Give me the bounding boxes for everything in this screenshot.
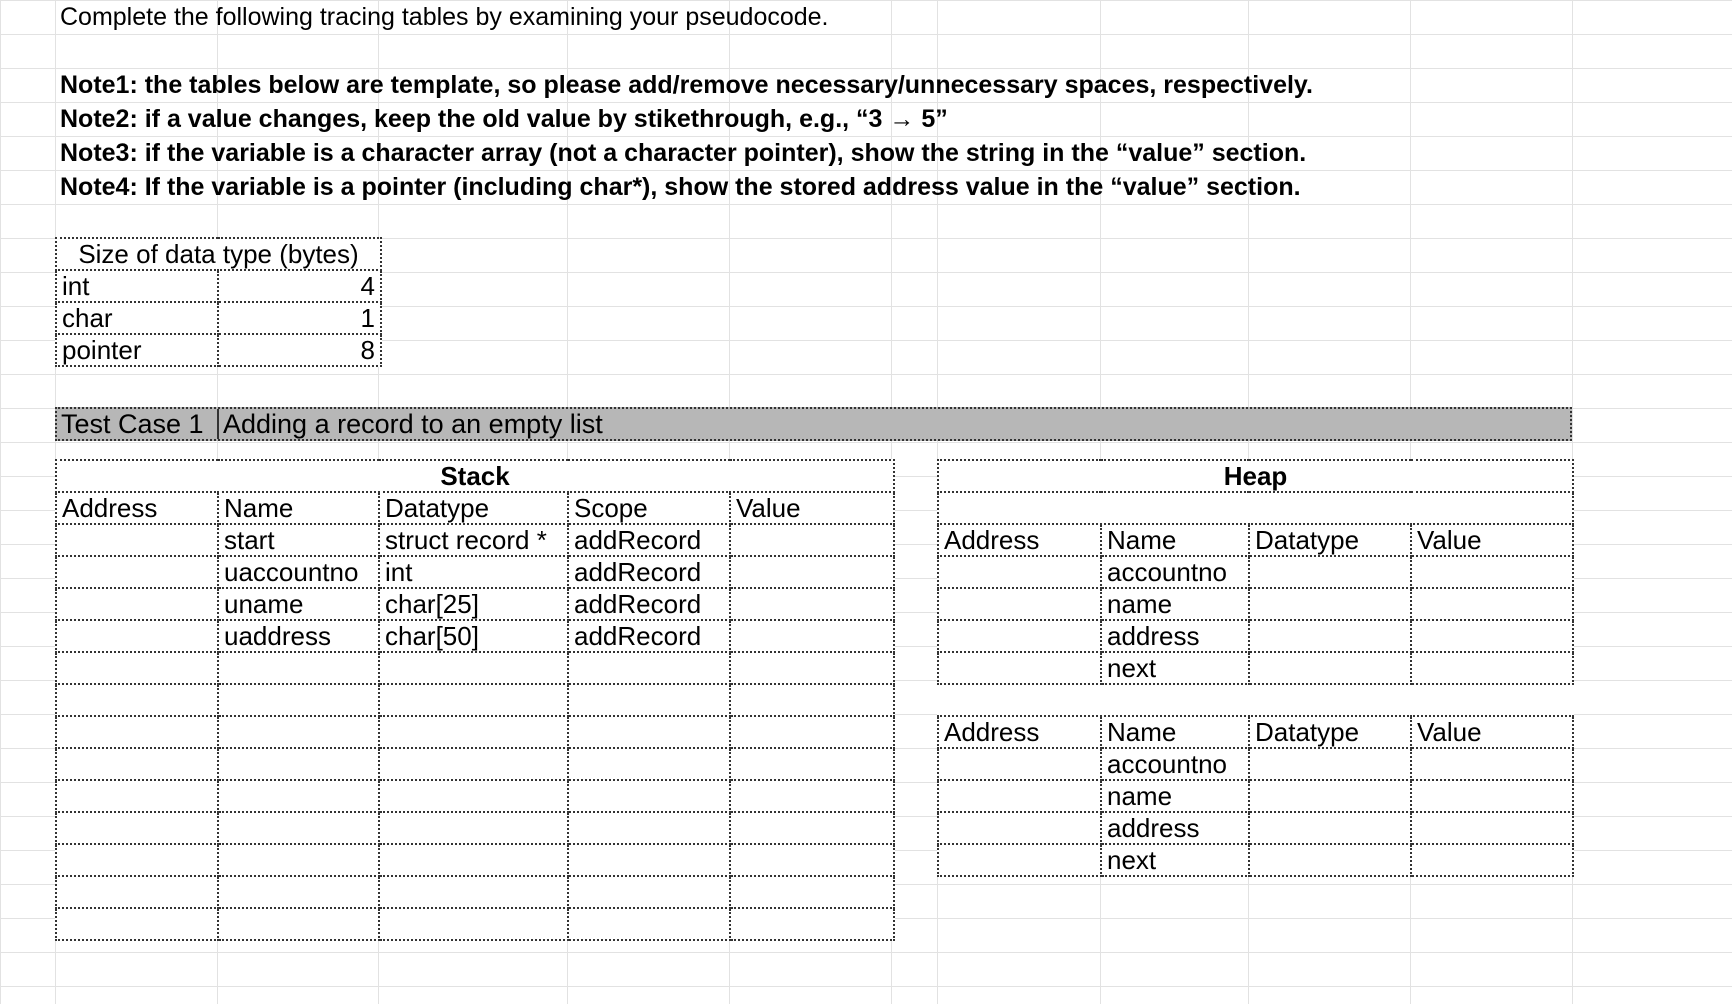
heap-cell-value[interactable] xyxy=(1411,844,1573,876)
size-table xyxy=(55,237,382,367)
heap-cell-datatype[interactable] xyxy=(1249,748,1411,780)
heap-cell-address[interactable] xyxy=(938,620,1101,652)
heap-cell-value[interactable] xyxy=(1411,588,1573,620)
heap-spacer-row xyxy=(938,492,1573,524)
stack-empty-cell[interactable] xyxy=(379,812,568,844)
stack-empty-row xyxy=(56,844,894,876)
size-table-title: Size of data type (bytes) xyxy=(56,238,381,270)
heap-table xyxy=(937,459,1574,877)
column-header: Datatype xyxy=(379,492,568,524)
stack-empty-cell[interactable] xyxy=(218,812,379,844)
note-1: Note1: the tables below are template, so please add/remove necessary/unnecessary spaces, respectively. xyxy=(60,71,1313,99)
stack-empty-cell[interactable] xyxy=(730,652,894,684)
stack-cell-value[interactable] xyxy=(730,556,894,588)
stack-empty-cell[interactable] xyxy=(568,908,730,940)
heap-cell-name[interactable]: next xyxy=(1101,652,1249,684)
stack-empty-cell[interactable] xyxy=(568,684,730,716)
stack-empty-cell[interactable] xyxy=(379,652,568,684)
stack-empty-cell[interactable] xyxy=(379,844,568,876)
stack-cell-datatype[interactable]: char[25] xyxy=(379,588,568,620)
heap-row xyxy=(938,652,1573,684)
stack-empty-cell[interactable] xyxy=(56,812,218,844)
stack-cell-name[interactable]: uaddress xyxy=(218,620,379,652)
stack-empty-cell[interactable] xyxy=(568,748,730,780)
heap-cell-address[interactable] xyxy=(938,588,1101,620)
stack-empty-cell[interactable] xyxy=(218,844,379,876)
test-case-label[interactable]: Test Case 1 xyxy=(61,409,204,439)
note-2: Note2: if a value changes, keep the old value by stikethrough, e.g., “3 → 5” xyxy=(60,105,948,133)
stack-empty-cell[interactable] xyxy=(56,748,218,780)
stack-cell-address[interactable] xyxy=(56,556,218,588)
heap-cell-value[interactable] xyxy=(1411,748,1573,780)
stack-empty-cell[interactable] xyxy=(218,780,379,812)
stack-empty-row xyxy=(56,780,894,812)
column-header: Datatype xyxy=(1249,716,1411,748)
stack-empty-cell[interactable] xyxy=(379,780,568,812)
heap-row xyxy=(938,556,1573,588)
heap-cell-datatype[interactable] xyxy=(1249,620,1411,652)
heap-header-row xyxy=(938,716,1573,748)
stack-empty-row xyxy=(56,652,894,684)
stack-empty-cell[interactable] xyxy=(218,716,379,748)
heap-cell-value[interactable] xyxy=(1411,780,1573,812)
stack-empty-cell[interactable] xyxy=(218,684,379,716)
heap-cell-name[interactable]: address xyxy=(1101,620,1249,652)
size-bytes[interactable]: 4 xyxy=(218,270,381,302)
stack-empty-cell[interactable] xyxy=(379,748,568,780)
stack-empty-cell[interactable] xyxy=(379,908,568,940)
heap-cell-name[interactable]: name xyxy=(1101,588,1249,620)
size-row-int xyxy=(56,270,381,302)
stack-empty-cell[interactable] xyxy=(218,748,379,780)
stack-empty-cell[interactable] xyxy=(568,876,730,908)
test-case-description[interactable]: Adding a record to an empty list xyxy=(223,409,603,439)
heap-cell-value[interactable] xyxy=(1411,812,1573,844)
column-header: Name xyxy=(1101,716,1249,748)
stack-cell-datatype[interactable]: int xyxy=(379,556,568,588)
heap-cell-address[interactable] xyxy=(938,812,1101,844)
stack-cell-scope[interactable]: addRecord xyxy=(568,524,730,556)
test-case-bar xyxy=(55,407,1572,441)
heap-row xyxy=(938,812,1573,844)
stack-cell-address[interactable] xyxy=(56,588,218,620)
heap-cell-datatype[interactable] xyxy=(1249,780,1411,812)
column-header: Name xyxy=(1101,524,1249,556)
stack-cell-scope[interactable]: addRecord xyxy=(568,620,730,652)
size-row-char xyxy=(56,302,381,334)
column-header: Address xyxy=(56,492,218,524)
stack-empty-cell[interactable] xyxy=(568,812,730,844)
stack-empty-cell[interactable] xyxy=(730,780,894,812)
stack-empty-cell[interactable] xyxy=(730,908,894,940)
size-type[interactable]: int xyxy=(56,270,218,302)
stack-cell-address[interactable] xyxy=(56,524,218,556)
stack-empty-cell[interactable] xyxy=(56,844,218,876)
stack-empty-row xyxy=(56,876,894,908)
test-case-divider xyxy=(217,409,219,439)
heap-row xyxy=(938,620,1573,652)
heap-title: Heap xyxy=(938,460,1573,492)
size-type[interactable]: pointer xyxy=(56,334,218,366)
stack-empty-row xyxy=(56,812,894,844)
stack-empty-cell[interactable] xyxy=(218,908,379,940)
heap-gap-row xyxy=(938,684,1573,716)
heap-cell-datatype[interactable] xyxy=(1249,556,1411,588)
heap-cell-address[interactable] xyxy=(938,844,1101,876)
stack-empty-cell[interactable] xyxy=(568,844,730,876)
stack-cell-datatype[interactable]: struct record * xyxy=(379,524,568,556)
stack-cell-name[interactable]: uaccountno xyxy=(218,556,379,588)
size-bytes[interactable]: 1 xyxy=(218,302,381,334)
size-bytes[interactable]: 8 xyxy=(218,334,381,366)
stack-cell-datatype[interactable]: char[50] xyxy=(379,620,568,652)
heap-row xyxy=(938,780,1573,812)
stack-empty-cell[interactable] xyxy=(218,652,379,684)
heap-cell-datatype[interactable] xyxy=(1249,812,1411,844)
heap-gap-cell[interactable] xyxy=(938,684,1573,716)
heap-cell-name[interactable]: name xyxy=(1101,780,1249,812)
stack-row xyxy=(56,620,894,652)
stack-empty-cell[interactable] xyxy=(730,748,894,780)
heap-cell-datatype[interactable] xyxy=(1249,652,1411,684)
stack-empty-cell[interactable] xyxy=(730,876,894,908)
stack-cell-name[interactable]: start xyxy=(218,524,379,556)
column-header: Value xyxy=(1411,716,1573,748)
stack-title: Stack xyxy=(56,460,894,492)
stack-empty-cell[interactable] xyxy=(56,780,218,812)
heap-cell-name[interactable]: accountno xyxy=(1101,748,1249,780)
instruction-text: Complete the following tracing tables by examining your pseudocode. xyxy=(60,3,829,31)
stack-empty-row xyxy=(56,908,894,940)
stack-row xyxy=(56,524,894,556)
column-header: Value xyxy=(730,492,894,524)
heap-spacer-cell[interactable] xyxy=(938,492,1573,524)
stack-empty-cell[interactable] xyxy=(730,684,894,716)
column-header: Name xyxy=(218,492,379,524)
stack-header-row xyxy=(56,492,894,524)
stack-row xyxy=(56,556,894,588)
stack-cell-value[interactable] xyxy=(730,620,894,652)
stack-empty-cell[interactable] xyxy=(379,684,568,716)
heap-cell-name[interactable]: accountno xyxy=(1101,556,1249,588)
stack-empty-cell[interactable] xyxy=(56,684,218,716)
stack-empty-row xyxy=(56,684,894,716)
heap-row xyxy=(938,588,1573,620)
heap-row xyxy=(938,748,1573,780)
heap-cell-name[interactable]: address xyxy=(1101,812,1249,844)
column-header: Address xyxy=(938,524,1101,556)
column-header: Scope xyxy=(568,492,730,524)
heap-cell-address[interactable] xyxy=(938,748,1101,780)
stack-empty-cell[interactable] xyxy=(379,716,568,748)
stack-cell-scope[interactable]: addRecord xyxy=(568,588,730,620)
note-4: Note4: If the variable is a pointer (including char*), show the stored address value in the “value” section. xyxy=(60,173,1301,201)
stack-empty-cell[interactable] xyxy=(730,716,894,748)
column-header: Address xyxy=(938,716,1101,748)
size-row-pointer xyxy=(56,334,381,366)
stack-empty-cell[interactable] xyxy=(730,844,894,876)
heap-cell-address[interactable] xyxy=(938,780,1101,812)
stack-cell-address[interactable] xyxy=(56,620,218,652)
size-type[interactable]: char xyxy=(56,302,218,334)
stack-empty-cell[interactable] xyxy=(218,876,379,908)
stack-empty-cell[interactable] xyxy=(568,780,730,812)
heap-cell-address[interactable] xyxy=(938,652,1101,684)
stack-cell-name[interactable]: uname xyxy=(218,588,379,620)
column-header: Datatype xyxy=(1249,524,1411,556)
heap-cell-datatype[interactable] xyxy=(1249,844,1411,876)
stack-empty-cell[interactable] xyxy=(56,876,218,908)
stack-row xyxy=(56,588,894,620)
heap-cell-address[interactable] xyxy=(938,556,1101,588)
stack-cell-scope[interactable]: addRecord xyxy=(568,556,730,588)
stack-empty-row xyxy=(56,748,894,780)
stack-empty-cell[interactable] xyxy=(730,812,894,844)
stack-empty-cell[interactable] xyxy=(568,716,730,748)
stack-table xyxy=(55,459,895,941)
heap-cell-value[interactable] xyxy=(1411,652,1573,684)
column-header: Value xyxy=(1411,524,1573,556)
stack-cell-value[interactable] xyxy=(730,588,894,620)
heap-cell-name[interactable]: next xyxy=(1101,844,1249,876)
stack-empty-cell[interactable] xyxy=(56,652,218,684)
note-3: Note3: if the variable is a character array (not a character pointer), show the string in the “value” section. xyxy=(60,139,1307,167)
stack-empty-cell[interactable] xyxy=(56,716,218,748)
heap-cell-value[interactable] xyxy=(1411,620,1573,652)
stack-empty-cell[interactable] xyxy=(56,908,218,940)
stack-cell-value[interactable] xyxy=(730,524,894,556)
heap-cell-datatype[interactable] xyxy=(1249,588,1411,620)
stack-empty-row xyxy=(56,716,894,748)
heap-header-row xyxy=(938,524,1573,556)
heap-cell-value[interactable] xyxy=(1411,556,1573,588)
stack-empty-cell[interactable] xyxy=(568,652,730,684)
heap-row xyxy=(938,844,1573,876)
stack-empty-cell[interactable] xyxy=(379,876,568,908)
